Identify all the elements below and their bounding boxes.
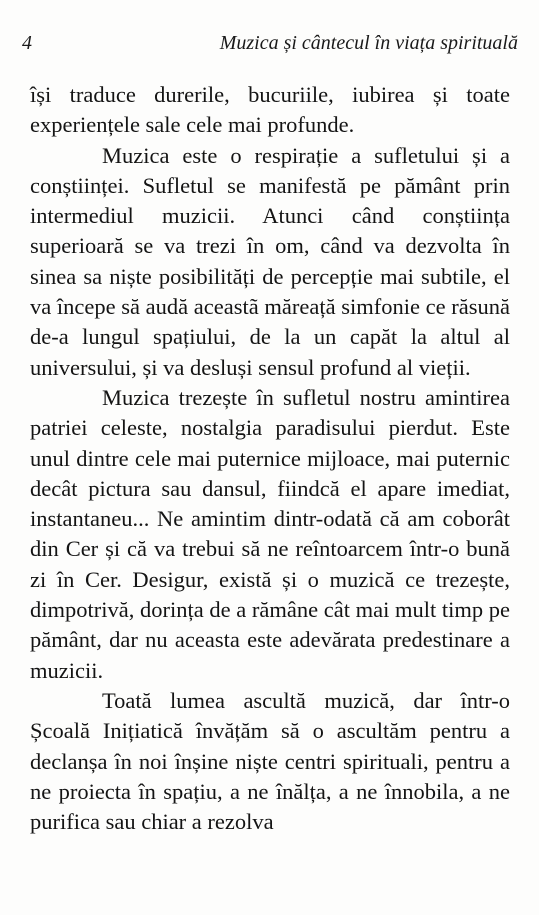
page-header xyxy=(22,32,518,60)
paragraph: Muzica trezește în sufletul nostru amintirea patriei celeste, nostalgia paradisului pierdut. Este unul dintre cele mai puternice mijloace, mai puternic decât pictura sau dansul, fiindcă el apare imediat, instantaneu... Ne amintim dintr-odată că am coborât din Cer și că va trebui să ne reîntoarcem într-o bună zi în Cer. Desigur, există și o muzică ce trezește, dimpotrivă, dorința de a rămâne cât mai mult timp pe pământ, dar nu aceasta este adevărata predestinare a muzicii. xyxy=(30,384,510,683)
running-title: Muzica și cântecul în viața spirituală xyxy=(219,32,518,54)
paragraph-continuation: își traduce durerile, bucuriile, iubirea și toate experiențele sale cele mai profunde. xyxy=(30,82,510,138)
page-number: 4 xyxy=(22,32,32,54)
paragraph: Toată lumea ascultă muzică, dar într-o Școală Inițiatică învățăm să o ascultăm pentru a declanșa în noi înșine niște centri spirituali, pentru a ne proiecta în spațiu, a ne înălța, a ne înnobila, a ne purifica sau chiar a rezolva xyxy=(30,687,510,835)
body-text xyxy=(30,80,510,837)
paragraph: Muzica este o respirație a sufletului și a conștiinței. Sufletul se manifestă pe pământ prin intermediul muzicii. Atunci când conștiința superioară se va trezi în om, când va dezvolta în sinea sa niște posibilități de percepție mai subtile, el va începe să audă aceastã măreață simfonie ce răsună de-a lungul spațiului, de la un capăt la altul al universului, și va desluși sensul profund al vieții. xyxy=(30,142,510,380)
